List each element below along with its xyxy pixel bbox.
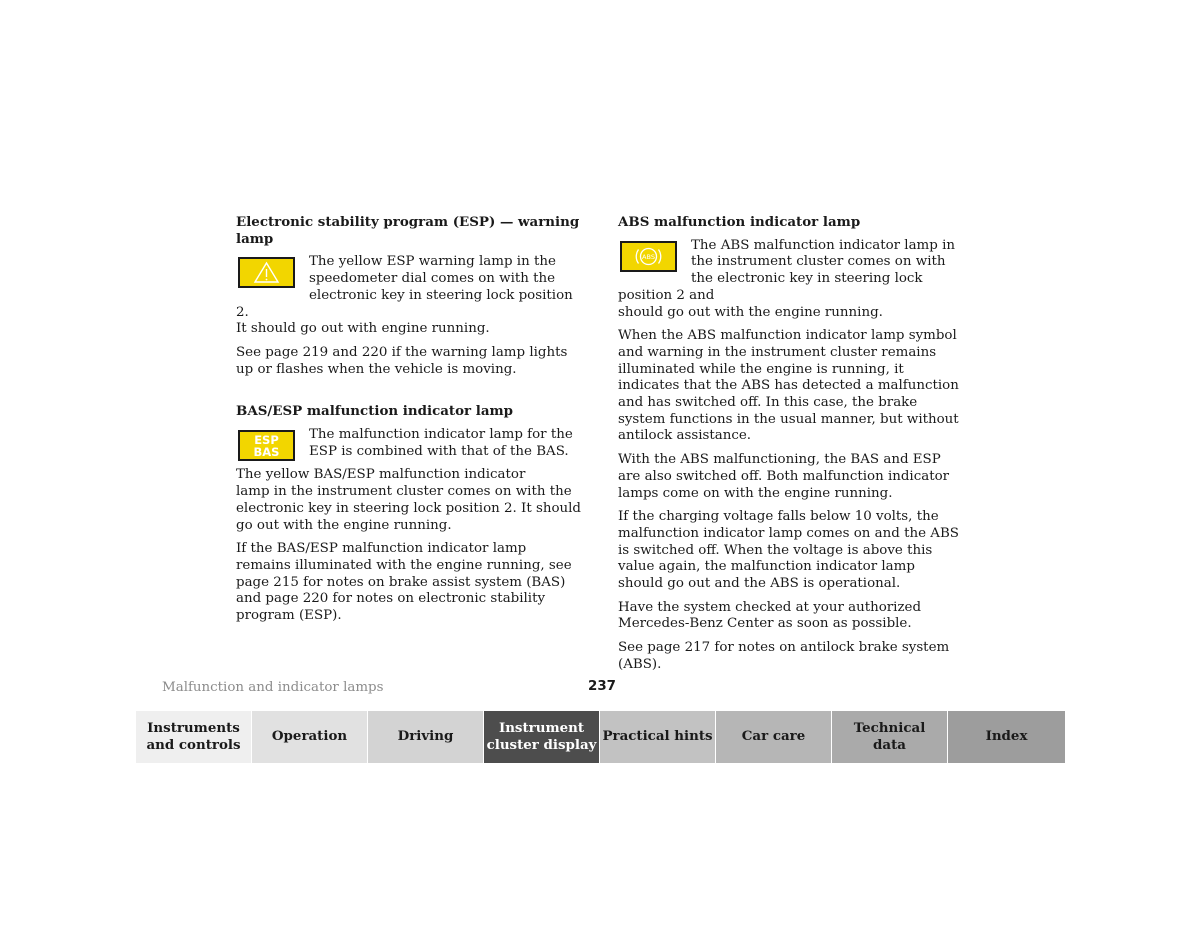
esp-lamp-text: The yellow ESP warning lamp in the speedometer dial comes on with the electronic key in steering lock position 2. — [236, 254, 573, 320]
bas-esp-indented-line: The yellow BAS/ESP malfunction indicator — [236, 467, 526, 483]
left-column — [236, 214, 581, 632]
esp-lamp-continuation: It should go out with engine running. — [236, 321, 490, 337]
abs-lamp-text: The ABS malfunction indicator lamp in the instrument cluster comes on with the electronic key in steering lock position 2 and — [618, 237, 955, 303]
tab-technical-data[interactable] — [832, 711, 948, 763]
abs-para-charging-voltage: If the charging voltage falls below 10 volts, the malfunction indicator lamp comes on and the ABS is switched off. When the voltage is above this value again, the malfunction indicator lamp should go out and the ABS is operational. — [618, 509, 959, 592]
tab-instrument-cluster-display[interactable] — [484, 711, 600, 763]
abs-lamp-continuation: should go out with the engine running. — [618, 304, 883, 320]
page-number: 237 — [588, 679, 616, 694]
chapter-nav-bar — [136, 711, 1065, 763]
bas-esp-lamp-block — [236, 427, 581, 534]
tab-label-line2: data — [873, 737, 906, 753]
tab-practical-hints[interactable] — [600, 711, 716, 763]
esp-bas-lamp-icon — [238, 430, 295, 461]
tab-label-line1: Instrument — [498, 719, 585, 736]
abs-lamp-icon — [620, 241, 677, 272]
esp-warning-heading: Electronic stability program (ESP) — warning lamp — [236, 214, 580, 247]
abs-para-see-page: See page 217 for notes on antilock brake system (ABS). — [618, 640, 950, 672]
tab-label-line1: Car care — [741, 728, 806, 745]
warning-triangle-icon — [238, 257, 295, 288]
tab-driving[interactable] — [368, 711, 484, 763]
tab-label-line1: Driving — [397, 728, 454, 745]
tab-label-line1: Index — [985, 728, 1028, 745]
abs-para-have-checked: Have the system checked at your authorized Mercedes-Benz Center as soon as possible. — [618, 599, 922, 632]
bas-esp-lamp-text: The malfunction indicator lamp for the ESP is combined with that of the BAS. — [309, 427, 573, 459]
right-column — [618, 214, 963, 681]
bas-esp-paragraph-rest: lamp in the instrument cluster comes on with the electronic key in steering lock position 2. It should go out with the engine running. — [236, 484, 582, 533]
tab-instruments-and-controls[interactable] — [136, 711, 252, 763]
abs-para-illuminated: When the ABS malfunction indicator lamp symbol and warning in the instrument cluster remains illuminated while the engine is running, it indicates that the ABS has detected a malfunction and has switched off. In this case, the brake system functions in the usual manner, but without antilock assistance. — [618, 328, 959, 444]
tab-car-care[interactable] — [716, 711, 832, 763]
tab-operation[interactable] — [252, 711, 368, 763]
bas-esp-remains-paragraph: If the BAS/ESP malfunction indicator lamp remains illuminated with the engine running, see page 215 for notes on brake assist system (BAS) and page 220 for notes on electronic stability program (ESP). — [236, 541, 572, 624]
tab-label-line1: Instruments — [147, 719, 240, 736]
esp-see-page-paragraph: See page 219 and 220 if the warning lamp lights up or flashes when the vehicle is moving. — [236, 344, 568, 377]
esp-bas-icon-line2: BAS — [253, 445, 280, 460]
section-title: Malfunction and indicator lamps — [162, 680, 384, 695]
tab-label-line2: and controls — [146, 737, 241, 753]
esp-lamp-block — [236, 254, 581, 338]
tab-label-line2: cluster display — [486, 737, 597, 753]
tab-label-line1: Operation — [271, 728, 348, 745]
abs-para-bas-esp-off: With the ABS malfunctioning, the BAS and ESP are also switched off. Both malfunction indicator lamps come on with the engine running. — [618, 452, 950, 501]
abs-icon-label: ABS — [642, 252, 655, 261]
tab-label-line1: Practical hints — [602, 728, 713, 745]
tab-index[interactable] — [948, 711, 1065, 763]
abs-lamp-block — [618, 238, 963, 322]
esp-bas-icon-line1: ESP — [254, 433, 279, 448]
tab-label-line1: Technical — [853, 719, 926, 736]
bas-esp-heading: BAS/ESP malfunction indicator lamp — [236, 403, 514, 420]
abs-heading: ABS malfunction indicator lamp — [618, 214, 861, 230]
